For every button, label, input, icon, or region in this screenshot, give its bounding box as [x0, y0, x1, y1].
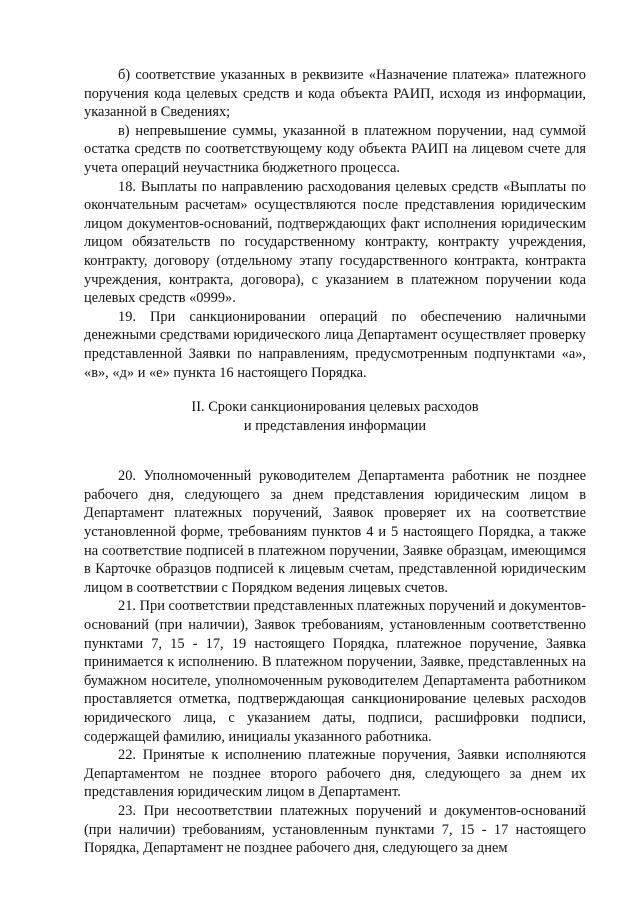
- paragraph-18: 18. Выплаты по направлению расходования целевых средств «Выплаты по окончательным расчетам» осуществляются после представления юридическим лицом документов-оснований, подтверждающих факт исполнения юридическим лицом обязательств по государственному контракту, контракту учреждения, контракту, договору (отдельному этапу государственного контракта, контракта учреждения, контракта, договора), с указанием в платежном поручении кода целевых средств «0999».: [84, 178, 586, 307]
- paragraph-17b: б) соответствие указанных в реквизите «Назначение платежа» платежного поручения кода целевых средств и кода объекта РАИП, исходя из информации, указанной в Сведениях;: [84, 67, 586, 121]
- paragraph-23: 23. При несоответствии платежных поручений и документов-оснований (при наличии) требованиям, установленным пунктами 7, 15 - 17 настоящего Порядка, Департамент не позднее рабочего дня, следующего за днем: [84, 802, 586, 857]
- section-title-line-2: и представления информации: [243, 417, 427, 434]
- section-title-line-1: II. Сроки санкционирования целевых расходов: [191, 399, 479, 416]
- paragraph-17c: в) непревышение суммы, указанной в платежном поручении, над суммой остатка средств по соответствующему коду объекта РАИП на лицевом счете для учета операций неучастника бюджетного процесса.: [84, 122, 586, 176]
- paragraph-20: 20. Уполномоченный руководителем Департамента работник не позднее рабочего дня, следующего за днем представления юридическим лицом в Департамент платежных поручений, Заявок проверяет их на соответствие установленной форме, требованиям пунктов 4 и 5 настоящего Порядка, а также на соответствие подписей в платежном поручении, Заявке образцам, имеющимся в Карточке образцов подписей к лицевым счетам, представленной юридическим лицом в соответствии с Порядком ведения лицевых счетов.: [84, 468, 586, 596]
- section-heading: [84, 398, 586, 435]
- paragraph-19: 19. При санкционировании операций по обеспечению наличными денежными средствами юридического лица Департамент осуществляет проверку представленной Заявки по направлениям, предусмотренным подпунктами «а», «в», «д» и «е» пункта 16 настоящего Порядка.: [84, 308, 586, 381]
- document-page: [84, 66, 586, 858]
- paragraph-22: 22. Принятые к исполнению платежные поручения, Заявки исполняются Департаментом не позднее второго рабочего дня, следующего за днем их представления юридическим лицом в Департамент.: [84, 747, 586, 801]
- paragraph-21: 21. При соответствии представленных платежных поручений и документов-оснований (при наличии), Заявок требованиям, установленным соответственно пунктами 7, 15 - 17, 19 настоящего Порядка, платежное поручение, Заявка принимается к исполнению. В платежном поручении, Заявке, представленных на бумажном носителе, уполномоченным руководителем Департамента работником проставляется отметка, подтверждающая санкционирование целевых расходов юридического лица, с указанием даты, подписи, расшифровки подписи, содержащей фамилию, инициалы указанного работника.: [84, 598, 586, 745]
